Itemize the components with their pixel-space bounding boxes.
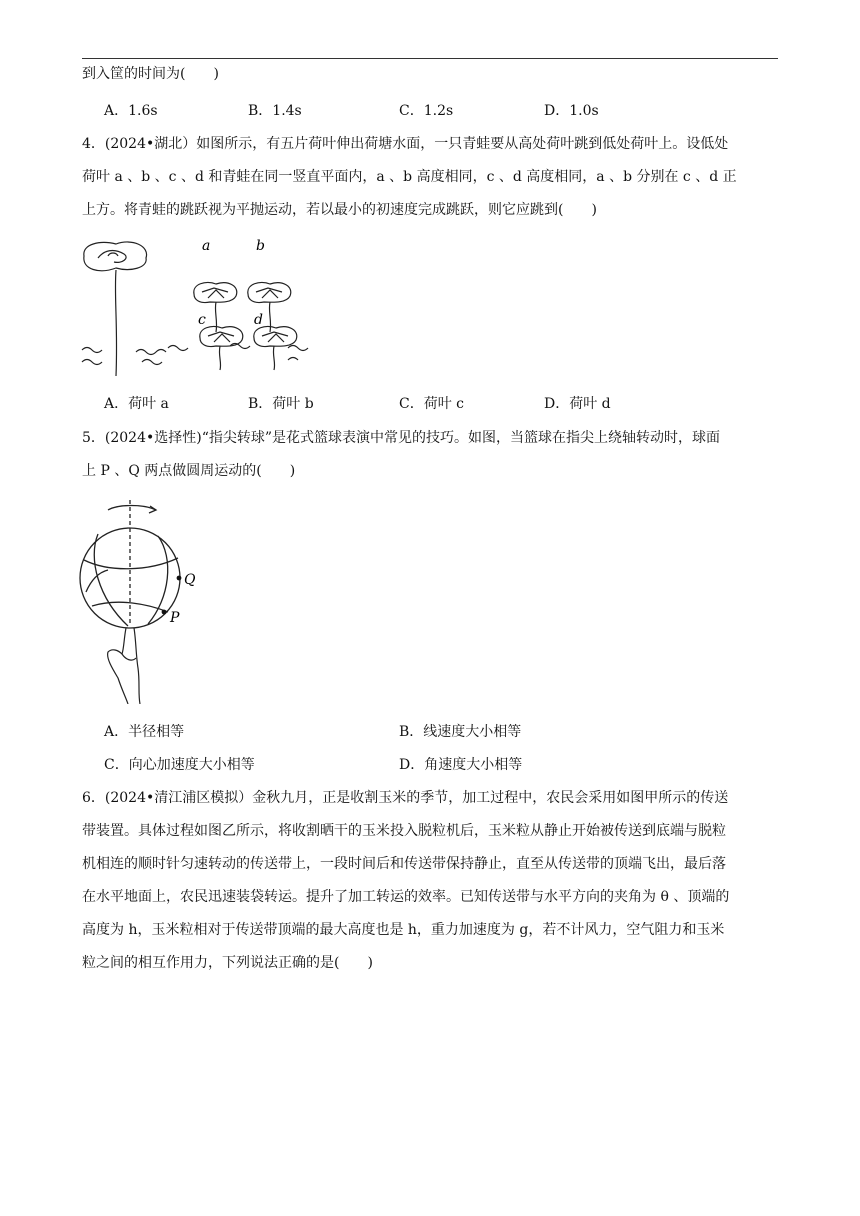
- q3-option-a: A．1.6s: [104, 103, 158, 119]
- q4-option-c: C．荷叶 c: [399, 396, 465, 412]
- q5-option-a: A．半径相等: [104, 724, 185, 740]
- q4-option-d: D．荷叶 d: [544, 396, 611, 412]
- q6-line-5: 高度为 h，玉米粒相对于传送带顶端的最大高度也是 h，重力加速度为 g，若不计风力，空气阻力和玉米: [82, 922, 725, 938]
- q5-line-1: 5．(2024•选择性)“指尖转球”是花式篮球表演中常见的技巧。如图，当篮球在指尖上绕轴转动时，球面: [82, 430, 721, 446]
- q5-label-p: P: [170, 610, 180, 626]
- q4-label-c: c: [198, 312, 206, 328]
- q4-option-b: B．荷叶 b: [248, 396, 314, 412]
- q4-line-1: 4．(2024•湖北）如图所示，有五片荷叶伸出荷塘水面，一只青蛙要从高处荷叶跳到低处荷叶上。设低处: [82, 136, 729, 152]
- q4-option-a: A．荷叶 a: [104, 396, 169, 412]
- q6-line-2: 带装置。具体过程如图乙所示，将收割晒干的玉米投入脱粒机后，玉米粒从静止开始被传送到底端与脱粒: [82, 823, 726, 839]
- q5-basketball-figure: [78, 498, 208, 704]
- q3-line-tail: 到入筐的时间为( ): [82, 66, 219, 82]
- q6-line-3: 机相连的顺时针匀速转动的传送带上，一段时间后和传送带保持静止，直至从传送带的顶端飞出，最后落: [82, 856, 726, 872]
- q4-label-b: b: [256, 238, 265, 254]
- q4-line-2: 荷叶 a 、b 、c 、d 和青蛙在同一竖直平面内，a 、b 高度相同，c 、d 高度相同，a 、b 分别在 c 、d 正: [82, 169, 737, 185]
- q5-option-d: D．角速度大小相等: [399, 757, 523, 773]
- q5-label-q: Q: [184, 572, 196, 588]
- q3-option-c: C．1.2s: [399, 103, 454, 119]
- q6-line-6: 粒之间的相互作用力，下列说法正确的是( ): [82, 955, 373, 971]
- q4-label-d: d: [254, 312, 263, 328]
- q3-option-b: B．1.4s: [248, 103, 302, 119]
- q5-option-c: C．向心加速度大小相等: [104, 757, 255, 773]
- q4-line-3: 上方。将青蛙的跳跃视为平抛运动，若以最小的初速度完成跳跃，则它应跳到( ): [82, 202, 597, 218]
- q3-option-d: D．1.0s: [544, 103, 599, 119]
- q4-label-a: a: [202, 238, 211, 254]
- header-rule: [82, 58, 778, 59]
- q6-line-4: 在水平地面上，农民迅速装袋转运。提升了加工转运的效率。已知传送带与水平方向的夹角为 θ 、顶端的: [82, 889, 730, 905]
- q5-option-b: B．线速度大小相等: [399, 724, 522, 740]
- q6-line-1: 6．(2024•清江浦区模拟）金秋九月，正是收割玉米的季节，加工过程中，农民会采用如图甲所示的传送: [82, 790, 729, 806]
- q4-lotus-figure: [80, 236, 320, 382]
- q5-line-2: 上 P 、Q 两点做圆周运动的( ): [82, 463, 296, 479]
